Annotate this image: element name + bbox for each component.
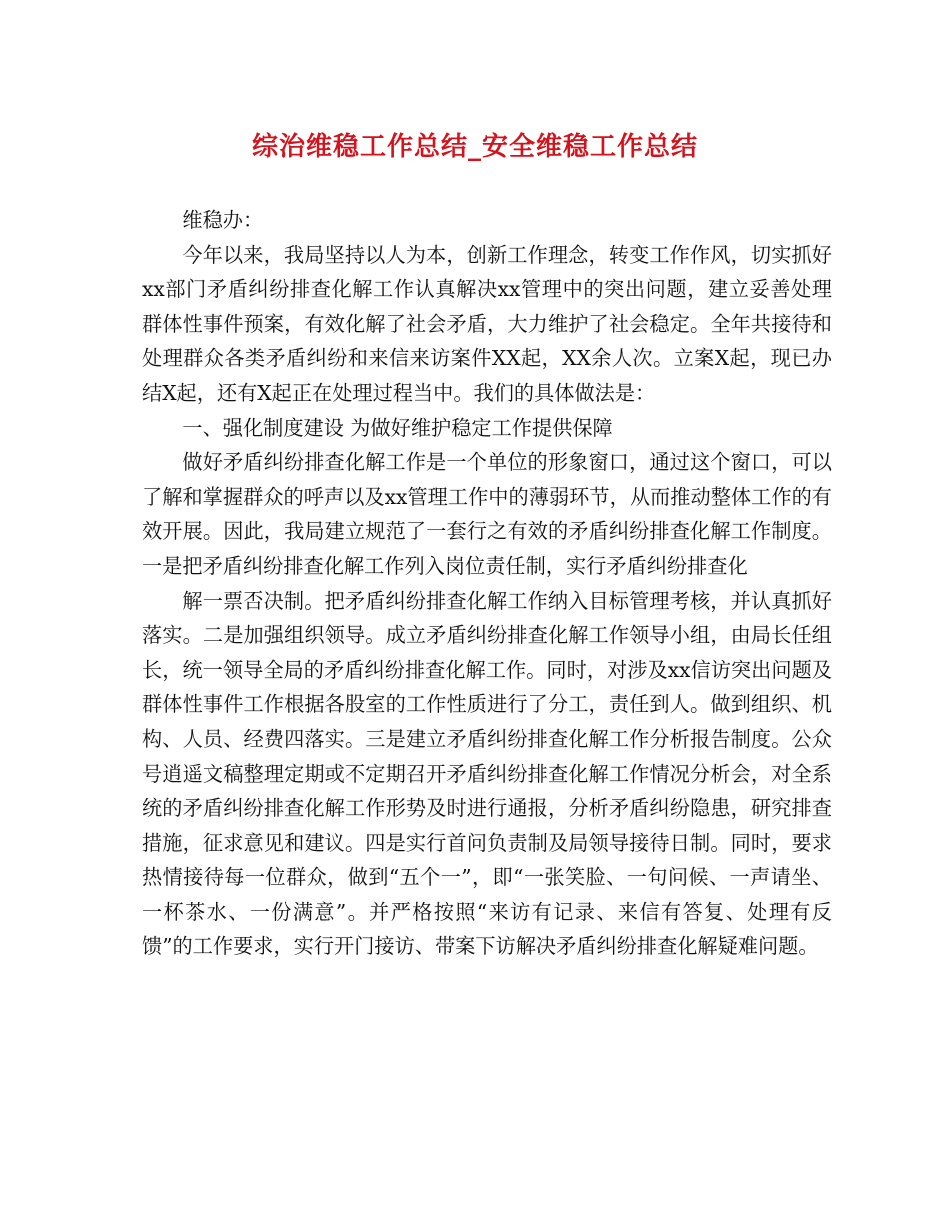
paragraph-system-building: 做好矛盾纠纷排查化解工作是一个单位的形象窗口，通过这个窗口，可以了解和掌握群众的呼声以及xx管理工作中的薄弱环节，从而推动整体工作的有效开展。因此，我局建立规范了一套行之有效的矛盾纠纷排查化解工作制度。一是把矛盾纠纷排查化解工作列入岗位责任制，实行矛盾纠纷排查化 xyxy=(142,450,832,578)
document-title: 综治维稳工作总结_安全维稳工作总结 xyxy=(251,132,698,162)
document-body xyxy=(142,203,832,964)
salutation: 维稳办： xyxy=(182,208,264,232)
paragraph-measures: 解一票否决制。把矛盾纠纷排查化解工作纳入目标管理考核，并认真抓好落实。二是加强组织领导。成立矛盾纠纷排查化解工作领导小组，由局长任组长，统一领导全局的矛盾纠纷排查化解工作。同时，对涉及xx信访突出问题及群体性事件工作根据各股室的工作性质进行了分工，责任到人。做到组织、机构、人员、经费四落实。三是建立矛盾纠纷排查化解工作分析报告制度。公众号逍遥文稿整理定期或不定期召开矛盾纠纷排查化解工作情况分析会，对全系统的矛盾纠纷排查化解工作形势及时进行通报，分析矛盾纠纷隐患，研究排查措施，征求意见和建议。四是实行首问负责制及局领导接待日制。同时，要求热情接待每一位群众，做到“五个一”，即“一张笑脸、一句问候、一声请坐、一杯茶水、一份满意”。并严格按照“来访有记录、来信有答复、处理有反馈”的工作要求，实行开门接访、带案下访解决矛盾纠纷排查化解疑难问题。 xyxy=(142,588,832,959)
paragraph-intro: 今年以来，我局坚持以人为本，创新工作理念，转变工作作风，切实抓好xx部门矛盾纠纷排查化解工作认真解决xx管理中的突出问题，建立妥善处理群体性事件预案，有效化解了社会矛盾，大力维护了社会稳定。全年共接待和处理群众各类矛盾纠纷和来信来访案件XX起，XX余人次。立案X起，现已办结X起，还有X起正在处理过程当中。我们的具体做法是： xyxy=(142,242,832,405)
section-heading-1: 一、强化制度建设 为做好维护稳定工作提供保障 xyxy=(182,415,613,440)
